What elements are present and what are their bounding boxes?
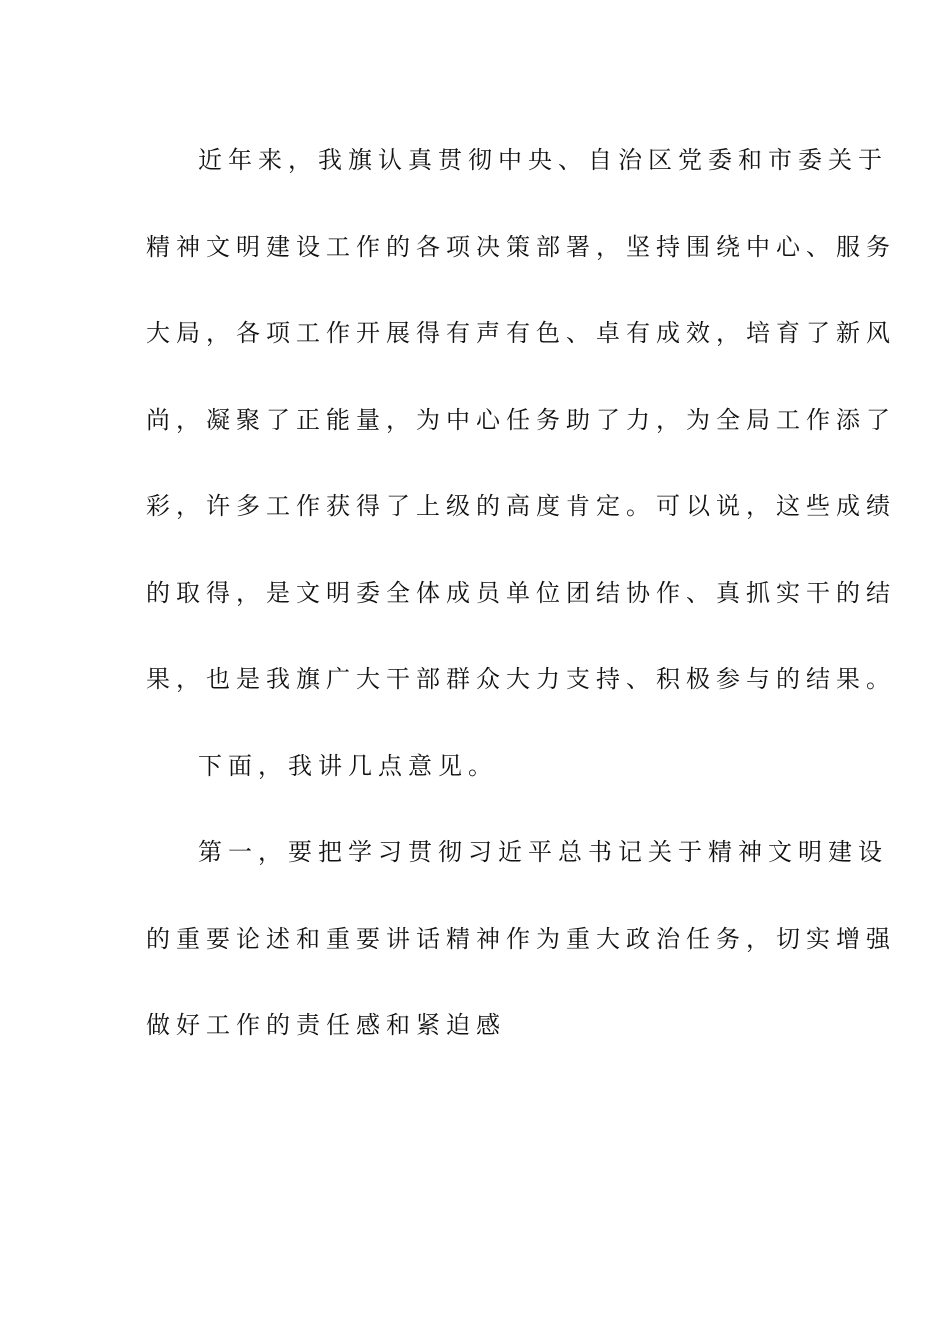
paragraph-3-line-3: 做好工作的责任感和紧迫感 [146, 1011, 506, 1039]
paragraph-1-line-7: 果，也是我旗广大干部群众大力支持、积极参与的结果。 [146, 665, 896, 693]
paragraph-1-line-3: 大局，各项工作开展得有声有色、卓有成效，培育了新风 [146, 319, 896, 347]
paragraph-1-line-1: 近年来，我旗认真贯彻中央、自治区党委和市委关于 [198, 146, 888, 174]
paragraph-2-line-1: 下面，我讲几点意见。 [198, 751, 498, 780]
paragraph-1-line-4: 尚，凝聚了正能量，为中心任务助了力，为全局工作添了 [146, 405, 896, 434]
paragraph-3-line-1: 第一，要把学习贯彻习近平总书记关于精神文明建设 [198, 838, 888, 866]
paragraph-1-line-6: 的取得，是文明委全体成员单位团结协作、真抓实干的结 [146, 578, 896, 607]
paragraph-1-line-5: 彩，许多工作获得了上级的高度肯定。可以说，这些成绩 [146, 492, 896, 520]
paragraph-1-line-2: 精神文明建设工作的各项决策部署，坚持围绕中心、服务 [146, 232, 896, 261]
document-body [146, 131, 896, 1083]
paragraph-3-line-2: 的重要论述和重要讲话精神作为重大政治任务，切实增强 [146, 924, 896, 953]
